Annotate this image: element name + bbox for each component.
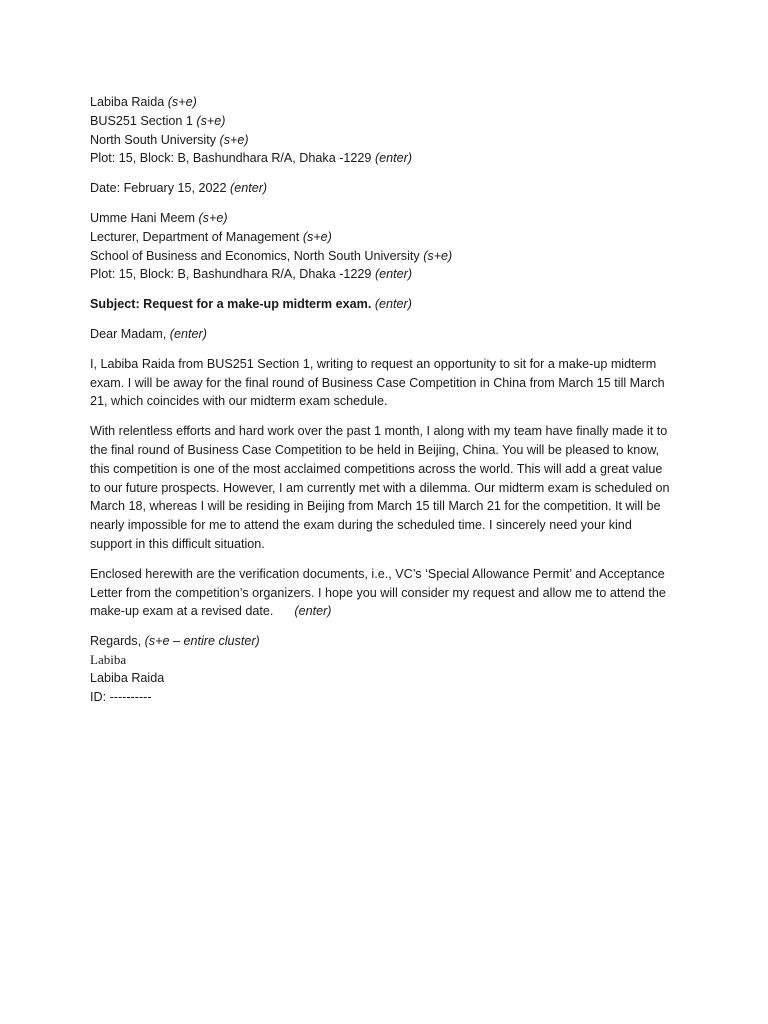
recipient-name-line <box>90 209 708 228</box>
format-note: (enter) <box>169 326 207 341</box>
date-line <box>90 179 708 198</box>
format-note: (s+e – entire cluster) <box>144 634 260 649</box>
salutation-line <box>90 325 708 344</box>
recipient-school: School of Business and Economics, North South University <box>90 248 420 263</box>
closing-line <box>90 632 708 651</box>
sender-name-line <box>90 93 708 112</box>
format-note: (s+e) <box>196 113 226 128</box>
subject-block <box>90 295 708 314</box>
format-note: (enter) <box>374 297 412 312</box>
letter-date: Date: February 15, 2022 <box>90 181 227 196</box>
format-note: (enter) <box>374 151 413 166</box>
recipient-address: Plot: 15, Block: B, Bashundhara R/A, Dhaka -1229 <box>90 267 372 282</box>
format-note: (s+e) <box>167 95 197 109</box>
date-block <box>90 179 708 198</box>
format-note: (enter) <box>374 267 413 282</box>
closing-block <box>90 632 708 706</box>
recipient-title: Lecturer, Department of Management <box>90 229 300 244</box>
student-id: ID: ---------- <box>90 689 152 704</box>
closing-text: Regards, <box>90 634 142 649</box>
format-note: (s+e) <box>198 210 228 225</box>
format-note: (enter) <box>230 181 268 196</box>
salutation-block <box>90 325 708 344</box>
format-note: (s+e) <box>219 132 249 147</box>
body-paragraph-3-text: Enclosed herewith are the verification documents, i.e., VC’s ‘Special Allowance Permit’ and Acceptance Letter from the competition’s organizers. I hope you will consider my request and allow me to attend the make-up exam at a revised date. <box>90 566 666 619</box>
sender-name: Labiba Raida <box>90 95 165 109</box>
recipient-school-line <box>90 247 708 266</box>
sender-address: Plot: 15, Block: B, Bashundhara R/A, Dhaka -1229 <box>90 151 372 166</box>
recipient-name: Umme Hani Meem <box>90 210 195 225</box>
closing-name: Labiba Raida <box>90 670 165 685</box>
sender-university: North South University <box>90 132 216 147</box>
signature: Labiba <box>90 651 127 667</box>
sender-block <box>90 93 708 168</box>
sender-course: BUS251 Section 1 <box>90 113 193 128</box>
sender-university-line <box>90 131 708 150</box>
recipient-block <box>90 209 708 284</box>
subject-line <box>90 295 708 314</box>
recipient-address-line <box>90 265 708 284</box>
recipient-title-line <box>90 228 708 247</box>
format-note: (enter) <box>294 604 332 619</box>
salutation-text: Dear Madam, <box>90 326 167 341</box>
format-note: (s+e) <box>423 248 453 263</box>
format-note: (s+e) <box>302 229 332 244</box>
body-paragraph-2: With relentless efforts and hard work over the past 1 month, I along with my team have finally made it to the final round of Business Case Competition to be held in Beijing, China. You will be pleased to know, this competition is one of the most acclaimed competitions across the world. This will add a great value to our future prospects. However, I am currently met with a dilemma. Our midterm exam is scheduled on March 18, whereas I will be residing in Beijing from March 15 till March 21 for the competition. It will be nearly impossible for me to attend the exam during the scheduled time. I sincerely need your kind support in this difficult situation. <box>90 424 670 551</box>
body-paragraph-1: I, Labiba Raida from BUS251 Section 1, writing to request an opportunity to sit for a make-up midterm exam. I will be away for the final round of Business Case Competition in China from March 15 till March 21, which coincides with our midterm exam schedule. <box>90 356 665 409</box>
subject-text: Subject: Request for a make-up midterm exam. <box>90 297 372 312</box>
body-paragraph-3 <box>90 565 670 621</box>
sender-course-line <box>90 112 708 131</box>
sender-address-line <box>90 149 708 168</box>
